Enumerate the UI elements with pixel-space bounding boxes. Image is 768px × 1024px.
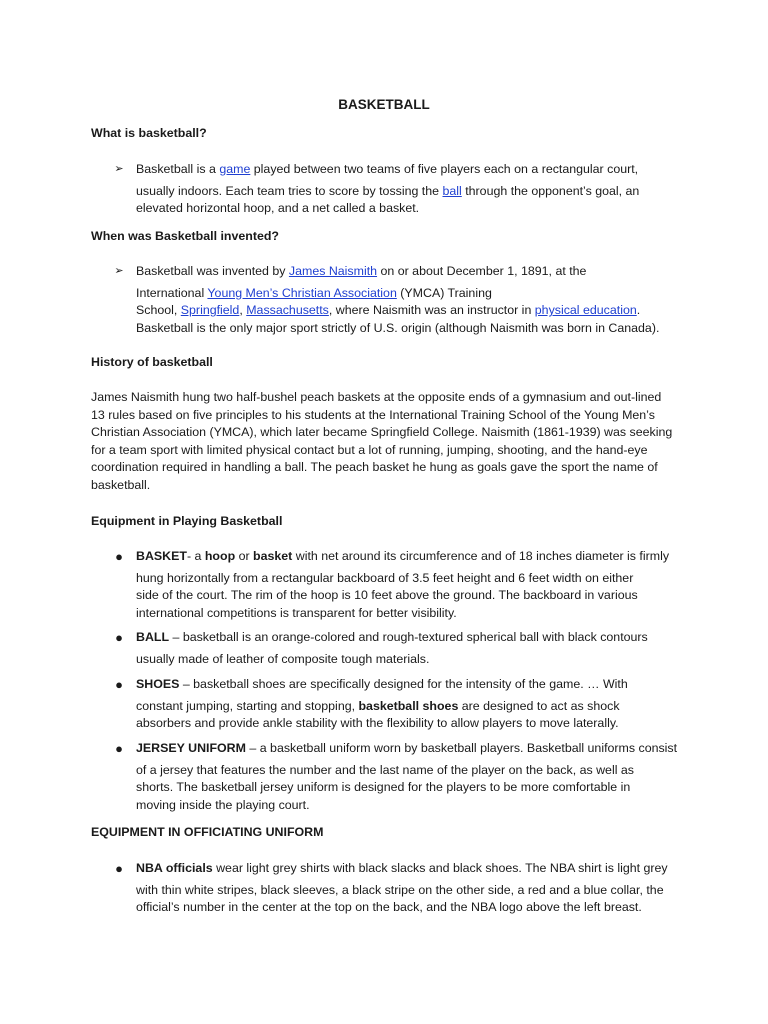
bullet-icon: ● bbox=[115, 677, 123, 692]
bullet-icon: ● bbox=[115, 549, 123, 564]
heading-equipment: Equipment in Playing Basketball bbox=[91, 514, 283, 528]
paragraph-line: Christian Association (YMCA), which later became Springfield College. Naismith (1861-1939) was seeking bbox=[91, 425, 673, 439]
link-james-naismith[interactable]: James Naismith bbox=[288, 264, 378, 278]
bullet-icon: ● bbox=[115, 630, 123, 645]
heading-what-is-basketball: What is basketball? bbox=[91, 126, 207, 140]
bullet-icon: ● bbox=[115, 861, 123, 876]
history-paragraph bbox=[91, 389, 681, 494]
paragraph-line: James Naismith hung two half-bushel peach baskets at the opposite ends of a gymnasium and out-lined bbox=[91, 390, 662, 404]
list-item-shoes: ● SHOES – basketball shoes are specifically designed for the intensity of the game. … With constant jumping, starting and stopping, basketball shoes are designed to act as shock absorbers and provide ankle stability with the flexibility to allow players to move laterally. bbox=[136, 676, 696, 733]
link-massachusetts[interactable]: Massachusetts bbox=[246, 303, 329, 317]
bullet-icon: ● bbox=[115, 741, 123, 756]
paragraph-line: coordination required in handling a ball. The peach basket he hung as goals gave the sport the name of bbox=[91, 460, 658, 474]
link-game[interactable]: game bbox=[219, 162, 251, 176]
heading-history: History of basketball bbox=[91, 355, 213, 369]
list-item-basket: ● BASKET- a hoop or basket with net around its circumference and of 18 inches diameter is firmly hung horizontally from a rectangular backboard of 3.5 feet height and 6 feet width on either side of the court. The rim of the hoop is 10 feet above the ground. The backboard in various international competitions is transparent for better visibility. bbox=[136, 548, 696, 622]
link-ymca[interactable]: Young Men’s Christian Association bbox=[207, 285, 397, 300]
heading-when-invented: When was Basketball invented? bbox=[91, 229, 279, 243]
list-item-jersey: ● JERSEY UNIFORM – a basketball uniform worn by basketball players. Basketball uniforms consist of a jersey that features the number and the last name of the player on the back, as well as shorts. The basketball jersey uniform is designed for the players to be more comfortable in moving inside the playing court. bbox=[136, 740, 696, 814]
heading-officiating: EQUIPMENT IN OFFICIATING UNIFORM bbox=[91, 825, 324, 839]
arrow-bullet-icon: ➢ bbox=[114, 163, 124, 175]
paragraph-line: basketball. bbox=[91, 477, 151, 492]
link-ball[interactable]: ball bbox=[442, 183, 462, 198]
page-title: BASKETBALL bbox=[338, 97, 430, 112]
paragraph-line: 13 rules based on five principles to his students at the International Training School of the Young Men’s bbox=[91, 407, 655, 422]
arrow-bullet-icon: ➢ bbox=[114, 265, 124, 277]
list-item-ball: ● BALL – basketball is an orange-colored and rough-textured spherical ball with black contours usually made of leather of composite tough materials. bbox=[136, 629, 696, 668]
paragraph-line: for a team sport with limited physical contact but a lot of running, jumping, shooting, and the hand-eye bbox=[91, 442, 648, 457]
link-springfield[interactable]: Springfield bbox=[180, 303, 240, 317]
list-item: ➢ Basketball was invented by James Naismith on or about December 1, 1891, at the International Young Men’s Christian Association (YMCA) Training School, Springfield, Massachusetts, where Naismith was an instructor in physical education. Basketball is the only major sport strictly of U.S. origin (although Naismith was born in Canada). bbox=[136, 263, 696, 337]
list-item-nba-officials: ● NBA officials wear light grey shirts with black slacks and black shoes. The NBA shirt is light grey with thin white stripes, black sleeves, a black stripe on the other side, a red and a blue collar, the official’s number in the center at the top on the back, and the NBA logo above the left breast. bbox=[136, 860, 696, 917]
link-physical-education[interactable]: physical education bbox=[534, 303, 637, 317]
list-item: ➢ Basketball is a game played between two teams of five players each on a rectangular court, usually indoors. Each team tries to score by tossing the ball through the opponent’s goal, an elevated horizontal hoop, and a net called a basket. bbox=[136, 161, 696, 218]
